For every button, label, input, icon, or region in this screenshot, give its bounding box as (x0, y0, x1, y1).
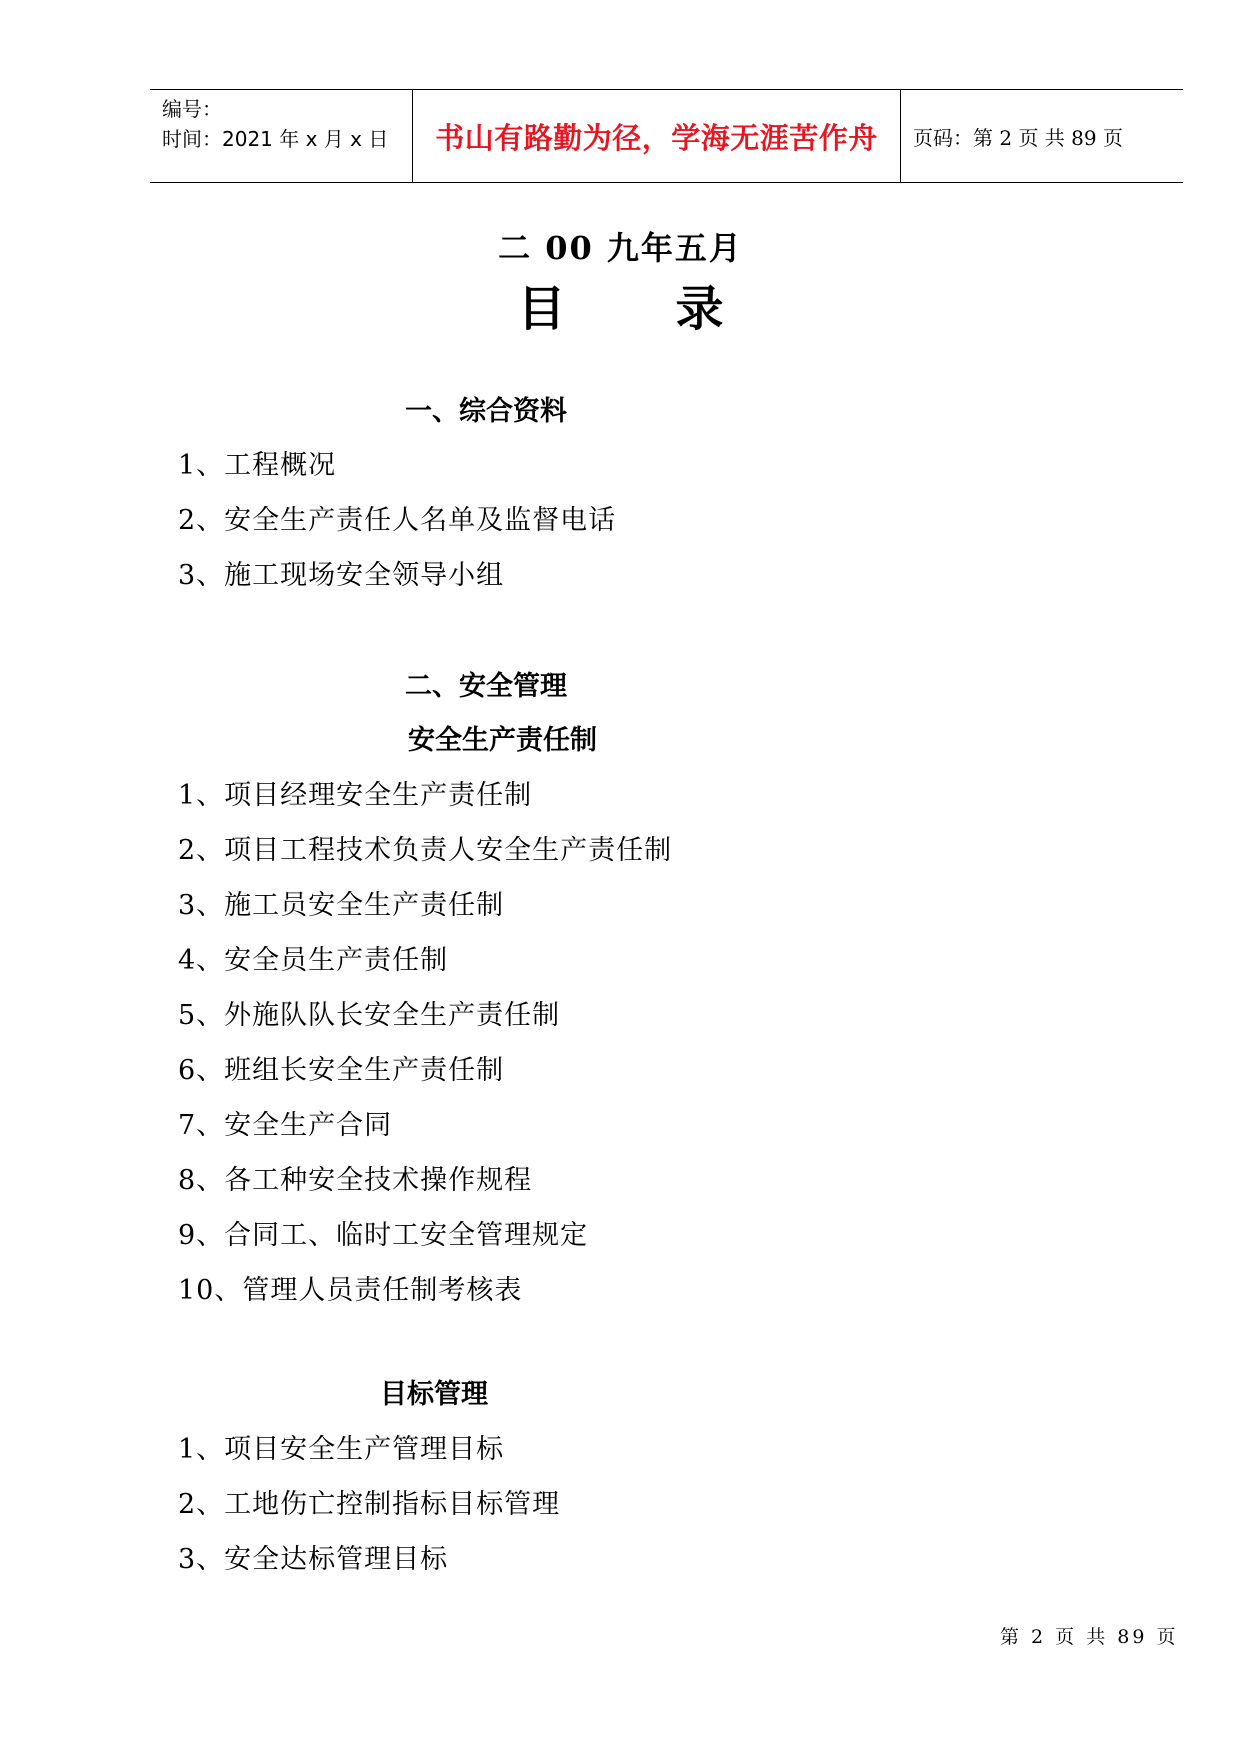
toc-item: 6、班组长安全生产责任制 (178, 1055, 505, 1086)
toc-item: 4、安全员生产责任制 (178, 945, 449, 976)
toc-title-char-2: 录 (675, 281, 724, 337)
header-meta (150, 90, 413, 182)
toc-title (0, 270, 1241, 339)
toc-item: 2、安全生产责任人名单及监督电话 (178, 505, 617, 536)
toc-title-char-1: 目 (517, 281, 566, 337)
header-motto: 书山有路勤为径，学海无涯苦作舟 (413, 90, 901, 182)
toc-item: 2、项目工程技术负责人安全生产责任制 (178, 835, 673, 866)
header-page-number: 页码：第 2 页 共 89 页 (913, 125, 1123, 150)
section-title-safety: 二、安全管理 (405, 671, 567, 702)
toc-item: 9、合同工、临时工安全管理规定 (178, 1220, 589, 1251)
section-title-targets: 目标管理 (380, 1379, 488, 1410)
subsection-title-responsibility: 安全生产责任制 (408, 725, 597, 756)
document-number-label: 编号： (162, 97, 222, 121)
toc-item: 2、工地伤亡控制指标目标管理 (178, 1489, 561, 1520)
toc-item: 5、外施队队长安全生产责任制 (178, 1000, 561, 1031)
toc-item: 1、项目安全生产管理目标 (178, 1434, 505, 1465)
toc-item: 10、管理人员责任制考核表 (178, 1275, 523, 1306)
toc-item: 1、项目经理安全生产责任制 (178, 780, 533, 811)
page-header (150, 89, 1183, 183)
toc-item: 1、工程概况 (178, 450, 337, 481)
toc-item: 3、施工员安全生产责任制 (178, 890, 505, 921)
toc-item: 3、安全达标管理目标 (178, 1544, 449, 1575)
toc-item: 8、各工种安全技术操作规程 (178, 1165, 533, 1196)
toc-item: 7、安全生产合同 (178, 1110, 393, 1141)
document-time-label: 时间：2021 年 x 月 x 日 (162, 127, 389, 151)
section-title-general: 一、综合资料 (405, 396, 567, 427)
toc-item: 3、施工现场安全领导小组 (178, 560, 505, 591)
page-footer: 第 2 页 共 89 页 (1000, 1626, 1179, 1648)
document-date: 二 00 九年五月 (498, 229, 743, 267)
